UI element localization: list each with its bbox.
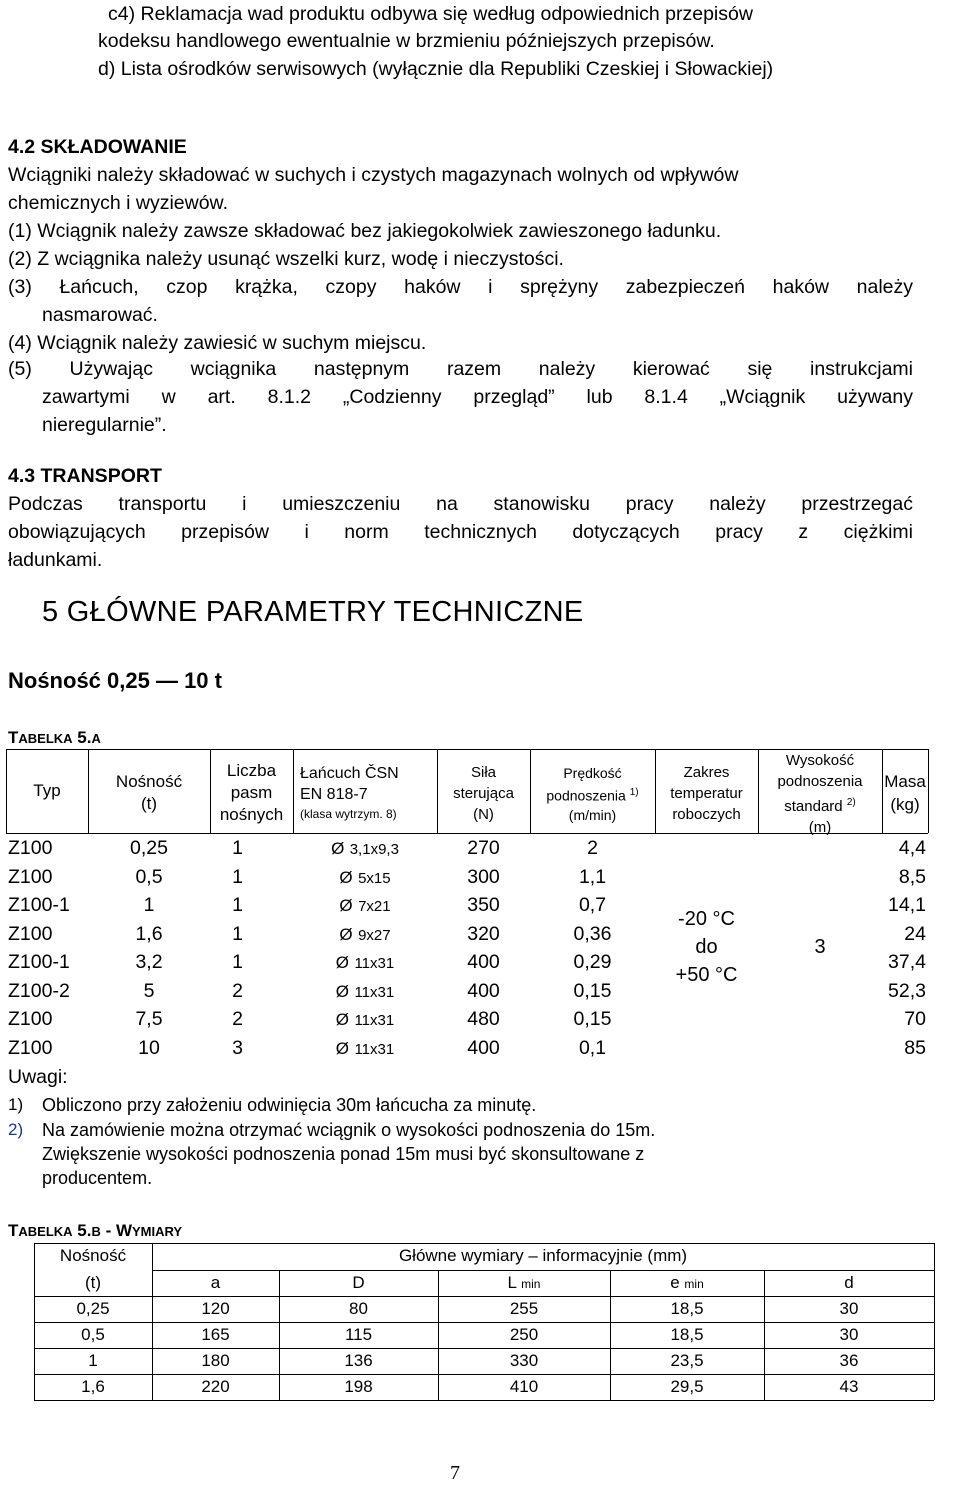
cell-t: 0,25 (76, 1299, 110, 1318)
cell-lancuch: Ø 9x27 (339, 924, 391, 944)
table-b-header-group: Główne wymiary – informacyjnie (mm) (398, 1246, 688, 1265)
note-2-text-line3: producentem. (42, 1168, 153, 1188)
cell-L: 255 (509, 1299, 539, 1318)
cell-pasma: 2 (232, 979, 243, 1002)
cell-nosnosc: 1,6 (135, 922, 163, 945)
note-1-text: Obliczono przy założeniu odwinięcia 30m łańcucha za minutę. (42, 1095, 537, 1115)
cell-predkosc: 1,1 (578, 865, 607, 888)
cell-d: 36 (839, 1351, 859, 1370)
cell-pasma: 1 (232, 894, 243, 916)
notes-label: Uwagi: (8, 1066, 68, 1088)
cell-nosnosc: 10 (138, 1036, 160, 1059)
intro-c4-line2: kodeksu handlowego ewentualnie w brzmieniu późniejszych przepisów. (98, 30, 715, 52)
cell-predkosc: 0,7 (578, 894, 607, 916)
cell-pasma: 1 (232, 837, 243, 859)
cell-masa: 52,3 (888, 979, 926, 1002)
storage-item-2: (2) Z wciągnika należy usunąć wszelki kurz, wodę i nieczystości. (8, 248, 564, 270)
cell-sila: 400 (467, 1036, 500, 1059)
section-4-3-line1: Podczas transportu i umieszczeniu na stanowisku pracy należy przestrzegać (8, 493, 913, 515)
cell-pasma: 2 (232, 1008, 243, 1030)
cell-typ: Z100-1 (8, 894, 70, 916)
cell-L: 250 (509, 1325, 539, 1344)
cell-lancuch: Ø 5x15 (339, 867, 391, 887)
cell-nosnosc: 3,2 (135, 951, 163, 973)
cell-D: 198 (344, 1377, 373, 1396)
table-b-header-a: a (210, 1273, 221, 1292)
cell-typ: Z100 (8, 837, 53, 859)
note-2-text-line1: Na zamówienie można otrzymać wciągnik o wysokości podnoszenia do 15m. (42, 1120, 656, 1140)
section-4-3-line2: obowiązujących przepisów i norm technicznych dotyczących pracy z ciężkimi (8, 521, 913, 543)
header-lancuch: Łańcuch ČSN EN 818-7 (klasa wytrzym. 8) (300, 765, 399, 821)
cell-nosnosc: 1 (143, 894, 155, 916)
header-liczba-pasm: Liczba pasm nośnych (219, 761, 284, 824)
cell-masa: 8,5 (898, 865, 926, 888)
cell-D: 80 (349, 1299, 368, 1318)
section-4-2-text-line2: chemicznych i wyziewów. (8, 192, 228, 214)
table-b-header-nosnosc: Nośność (59, 1246, 127, 1265)
cell-predkosc: 0,1 (578, 1036, 607, 1059)
cell-sila: 320 (467, 922, 500, 945)
cell-predkosc: 0,29 (573, 951, 612, 973)
cell-predkosc: 0,36 (573, 922, 612, 945)
header-typ: Typ (33, 781, 61, 800)
cell-d: 30 (839, 1325, 859, 1344)
cell-a: 180 (201, 1351, 230, 1370)
table-b-header-e: e min (670, 1273, 704, 1292)
cell-typ: Z100 (8, 865, 53, 888)
cell-nosnosc: 0,25 (130, 837, 168, 859)
header-zakres: Zakres temperatur roboczych (670, 764, 743, 823)
cell-sila: 350 (467, 894, 500, 916)
cell-typ: Z100-1 (8, 951, 70, 973)
section-5-title: 5 GŁÓWNE PARAMETRY TECHNICZNE (42, 596, 584, 628)
table-b-header-t: (t) (84, 1273, 102, 1292)
cell-t: 1,6 (81, 1377, 105, 1396)
cell-sila: 400 (467, 979, 500, 1002)
cell-masa: 14,1 (888, 894, 926, 916)
storage-item-3-line2: nasmarować. (42, 304, 158, 326)
header-sila: Siła sterująca (N) (453, 764, 514, 823)
cell-sila: 300 (467, 865, 500, 888)
cell-pasma: 3 (232, 1036, 243, 1059)
cell-e: 18,5 (670, 1299, 704, 1318)
section-4-3-line3: ładunkami. (8, 549, 103, 571)
cell-d: 30 (839, 1299, 859, 1318)
cell-nosnosc: 7,5 (135, 1008, 163, 1030)
cell-lancuch: Ø 11x31 (335, 953, 395, 972)
cell-masa: 85 (904, 1036, 926, 1059)
cell-t: 0,5 (81, 1325, 105, 1344)
cell-pasma: 1 (232, 922, 243, 945)
cell-e: 23,5 (670, 1351, 704, 1370)
page-number: 7 (450, 1462, 460, 1484)
storage-item-3-line1: (3) Łańcuch, czop krążka, czopy haków i sprężyny zabezpieczeń haków należy (8, 276, 913, 298)
cell-L: 330 (509, 1351, 539, 1370)
storage-item-4: (4) Wciągnik należy zawiesić w suchym miejscu. (8, 332, 427, 354)
section-4-2-text-line1: Wciągniki należy składować w suchych i czystych magazynach wolnych od wpływów (8, 164, 739, 186)
intro-d-line: d) Lista ośrodków serwisowych (wyłącznie dla Republiki Czeskiej i Słowackiej) (98, 58, 774, 80)
storage-item-5-line3: nieregularnie”. (42, 414, 167, 436)
cell-d: 43 (839, 1377, 859, 1396)
cell-lancuch: Ø 11x31 (335, 1010, 395, 1029)
capacity-range: Nośność 0,25 — 10 t (8, 668, 222, 693)
cell-e: 18,5 (670, 1325, 704, 1344)
cell-e: 29,5 (670, 1377, 704, 1396)
cell-lancuch: Ø 11x31 (335, 981, 395, 1001)
section-4-2-heading: 4.2 SKŁADOWANIE (8, 136, 187, 158)
cell-typ: Z100 (8, 1008, 53, 1030)
header-predkosc: Prędkość podnoszenia $^{1)}$ (m/min) (546, 765, 639, 823)
header-nosnosc: Nośność (t) (115, 772, 183, 813)
cell-predkosc: 0,15 (573, 1008, 612, 1030)
cell-D: 136 (344, 1351, 373, 1370)
temperature-range: -20 °C do +50 °C (675, 908, 738, 986)
lift-height-standard: 3 (814, 936, 826, 958)
cell-masa: 24 (904, 922, 926, 945)
cell-a: 165 (201, 1325, 230, 1344)
cell-sila: 480 (467, 1008, 500, 1030)
storage-item-5-line1: (5) Używając wciągnika następnym razem należy kierować się instrukcjami (8, 358, 913, 380)
cell-nosnosc: 5 (143, 979, 155, 1002)
intro-c4-line1: c4) Reklamacja wad produktu odbywa się według odpowiednich przepisów (108, 3, 753, 25)
cell-lancuch: Ø 7x21 (339, 896, 391, 915)
header-wysokosc: Wysokość podnoszenia standard $^{2)}$ (m) (777, 752, 863, 836)
table-b-caption: TABELKA 5.B - WYMIARY (8, 1221, 183, 1240)
cell-pasma: 1 (232, 865, 243, 888)
cell-masa: 4,4 (898, 837, 926, 859)
cell-pasma: 1 (232, 951, 243, 973)
cell-a: 120 (201, 1299, 230, 1318)
note-2-num: 2) (8, 1120, 24, 1139)
cell-typ: Z100-2 (8, 979, 70, 1002)
storage-item-1: (1) Wciągnik należy zawsze składować bez jakiegokolwiek zawieszonego ładunku. (8, 220, 722, 242)
cell-t: 1 (88, 1351, 98, 1370)
cell-nosnosc: 0,5 (135, 865, 163, 888)
cell-lancuch: Ø 3,1x9,3 (331, 839, 399, 858)
cell-masa: 37,4 (888, 951, 926, 973)
cell-typ: Z100 (8, 1036, 53, 1059)
cell-typ: Z100 (8, 922, 53, 945)
note-2-text-line2: Zwiększenie wysokości podnoszenia ponad 15m musi być skonsultowane z (42, 1144, 645, 1164)
table-b-header-d: d (844, 1273, 854, 1292)
cell-predkosc: 0,15 (573, 979, 612, 1002)
cell-predkosc: 2 (587, 837, 598, 859)
cell-lancuch: Ø 11x31 (335, 1038, 395, 1058)
cell-sila: 270 (467, 837, 500, 859)
cell-D: 115 (344, 1325, 373, 1344)
header-masa: Masa (kg) (884, 772, 926, 814)
section-4-3-heading: 4.3 TRANSPORT (8, 465, 162, 487)
cell-L: 410 (509, 1377, 539, 1396)
cell-masa: 70 (904, 1008, 926, 1030)
table-b-header-D: D (352, 1273, 365, 1292)
table-a-caption: TABELKA 5.A (8, 728, 101, 747)
table-b-header-L: L min (507, 1273, 541, 1292)
storage-item-5-line2: zawartymi w art. 8.1.2 „Codzienny przegląd” lub 8.1.4 „Wciągnik używany (42, 386, 913, 408)
cell-a: 220 (201, 1377, 230, 1396)
note-1-num: 1) (8, 1095, 24, 1114)
cell-sila: 400 (467, 951, 500, 973)
